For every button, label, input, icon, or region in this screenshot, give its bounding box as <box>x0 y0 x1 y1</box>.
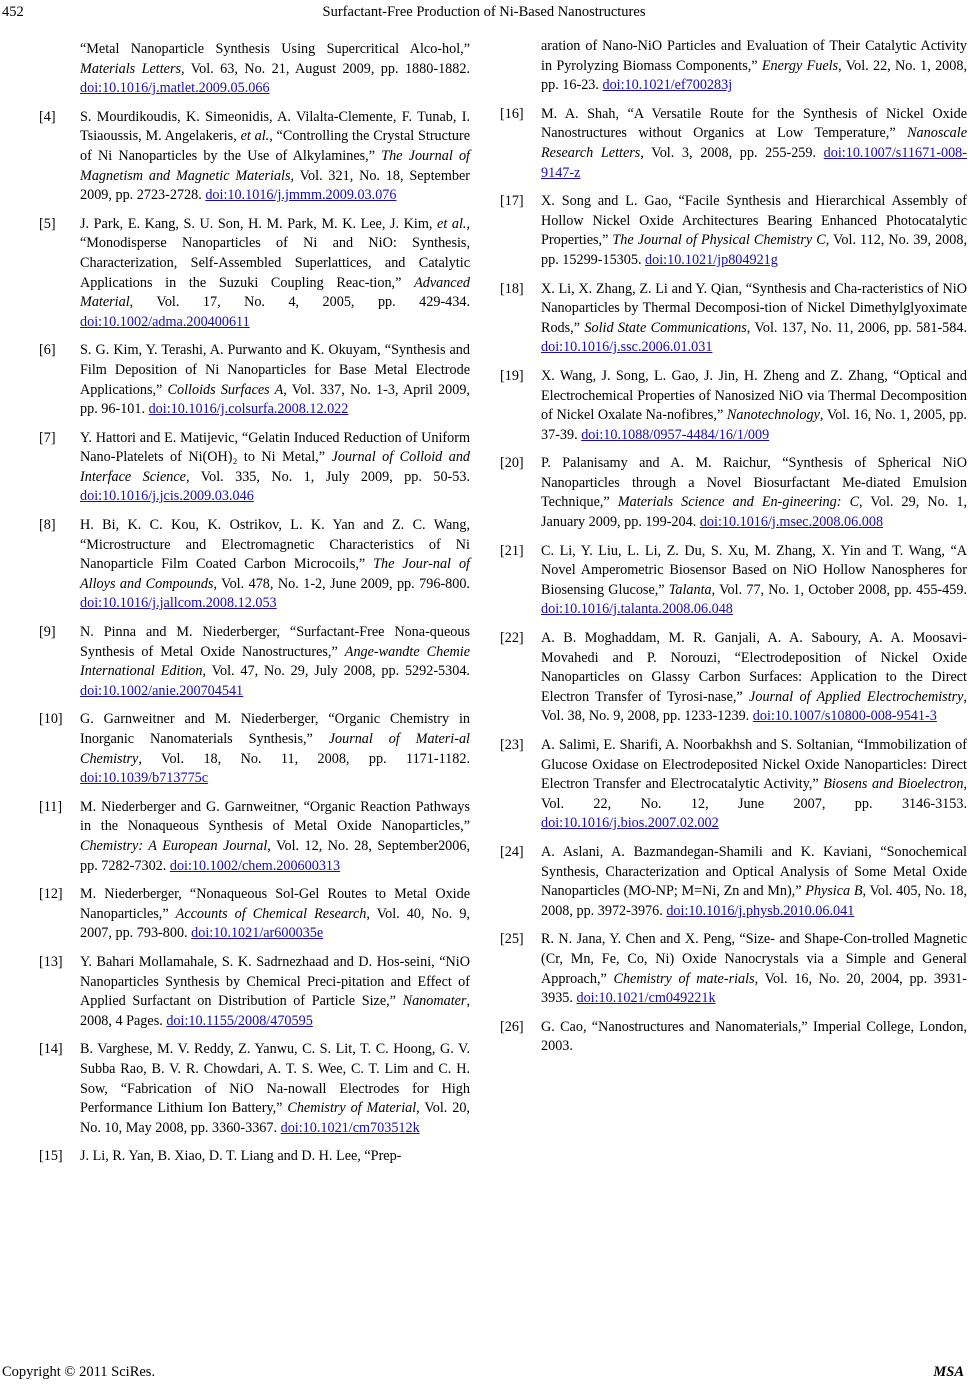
reference-details: , Vol. 12, No. 28, September2006, pp. 7282-7302. <box>80 837 470 874</box>
right-column <box>501 37 967 1066</box>
reference-journal: Chemistry of mate-rials <box>613 970 755 987</box>
reference-doi-link[interactable]: doi:10.1016/j.ssc.2006.01.031 <box>541 339 713 356</box>
reference-doi-link[interactable]: doi:10.1021/cm049221k <box>576 990 716 1007</box>
reference-authors-title: M. A. Shah, “A Versatile Route for the Synthesis of Nickel Oxide Nanostructures without Organics at Low Temperature,” <box>541 105 967 142</box>
reference-journal: Advanced Material <box>80 274 470 311</box>
reference-entry <box>40 798 470 876</box>
reference-journal: Nanomater <box>402 993 467 1010</box>
reference-authors-title: G. Cao, “Nanostructures and Nanomaterials,” Imperial College, London, 2003. <box>541 1018 967 1055</box>
reference-text <box>541 542 967 620</box>
reference-authors-title: N. Pinna and M. Niederberger, “Surfactant-Free Nona-queous Synthesis of Metal Oxide Nanostructures,” <box>80 624 470 660</box>
reference-authors-title: J. Park, E. Kang, S. U. Son, H. M. Park, M. K. Lee, J. Kim, <box>80 215 438 232</box>
reference-authors-title: “Metal Nanoparticle Synthesis Using Supercritical Alco-hol,” <box>80 41 470 57</box>
reference-text <box>541 37 967 96</box>
reference-number: [20] <box>500 455 524 472</box>
reference-doi-link[interactable]: doi:10.1016/j.colsurfa.2008.12.022 <box>148 401 349 418</box>
reference-entry <box>501 37 967 96</box>
reference-entry <box>40 885 470 944</box>
reference-doi-link[interactable]: doi:10.1016/j.jmmm.2009.03.076 <box>205 187 397 204</box>
reference-text <box>541 843 967 921</box>
reference-text <box>541 367 967 445</box>
reference-number: [25] <box>500 931 524 948</box>
reference-doi-link[interactable]: doi:10.1155/2008/470595 <box>166 1012 313 1029</box>
reference-text <box>80 429 470 507</box>
reference-text <box>541 105 967 183</box>
reference-number: [14] <box>39 1041 63 1058</box>
running-title: Surfactant-Free Production of Ni-Based Nanostructures <box>322 4 646 20</box>
reference-doi-link[interactable]: doi:10.1021/ef700283j <box>602 77 733 94</box>
reference-number: [24] <box>500 843 524 860</box>
reference-number: [8] <box>39 517 56 534</box>
reference-text <box>80 885 470 944</box>
reference-title: , “Controlling the Crystal Structure of Ni Nanoparticles by the Use of Alkylamines,” <box>80 128 470 164</box>
reference-number: [17] <box>500 193 524 210</box>
reference-text <box>541 454 967 532</box>
reference-journal: The Journal of Magnetism and Magnetic Materials <box>80 147 470 184</box>
reference-journal: Accounts of Chemical Research <box>175 905 367 922</box>
reference-details: , Vol. 405, No. 18, 2008, pp. 3972-3976. <box>541 883 968 919</box>
reference-journal: Nanoscale Research Letters <box>541 125 967 161</box>
reference-journal: Colloids Surfaces A <box>167 381 284 398</box>
reference-details: , Vol. 18, No. 11, 2008, pp. 1171-1182. <box>138 750 470 767</box>
reference-entry <box>40 1040 470 1138</box>
reference-details: , Vol. 16, No. 1, 2005, pp. 37-39. <box>541 407 967 443</box>
reference-authors-title: S. G. Kim, Y. Terashi, A. Purwanto and K. Okuyam, “Synthesis and Film Deposition of Ni Nanoparticles for Base Metal Electrode Applications,” <box>80 342 470 398</box>
journal-abbreviation: MSA <box>933 1364 964 1380</box>
reference-details: , Vol. 17, No. 4, 2005, pp. 429-434. <box>129 294 470 311</box>
reference-doi-link[interactable]: doi:10.1016/j.jallcom.2008.12.053 <box>80 595 277 612</box>
reference-text <box>80 1040 470 1138</box>
reference-authors-title: Y. Bahari Mollamahale, S. K. Sadrnezhaad and D. Hos-seini, “NiO Nanoparticles Synthesis by Chemical Preci-pitation and Effect of Applied Surfactant on Distribution of Particle Size,” <box>80 953 470 1010</box>
reference-journal: Chemistry of Material <box>287 1100 417 1117</box>
reference-details: , Vol. 40, No. 9, 2007, pp. 793-800. <box>80 905 470 942</box>
reference-journal: Materials Science and En-gineering: C <box>617 494 860 511</box>
reference-doi-link[interactable]: doi:10.1007/s11671-008-9147-z <box>541 144 967 181</box>
reference-text <box>80 623 470 701</box>
reference-entry <box>501 280 967 358</box>
reference-details: , Vol. 478, No. 1-2, June 2009, pp. 796-800. <box>213 575 470 592</box>
reference-entry <box>40 108 470 206</box>
reference-doi-link[interactable]: doi:10.1088/0957-4484/16/1/009 <box>581 426 770 443</box>
reference-details: , Vol. 321, No. 18, September 2009, pp. 2723-2728. <box>80 167 470 204</box>
reference-entry <box>40 341 470 419</box>
reference-entry <box>501 930 967 1008</box>
reference-authors-title: C. Li, Y. Liu, L. Li, Z. Du, S. Xu, M. Zhang, X. Yin and T. Wang, “A Novel Amperometric Biosensor Based on NiO Hollow Nanospheres for Biosensing Glucose,” <box>541 542 967 598</box>
reference-number: [22] <box>500 630 524 647</box>
reference-number: [18] <box>500 280 524 297</box>
reference-number: [9] <box>39 624 56 641</box>
reference-text <box>80 953 470 1031</box>
reference-journal: Materials Letters <box>80 60 182 77</box>
reference-journal: Solid State Communications <box>584 319 747 336</box>
reference-journal: Journal of Applied Electrochemistry <box>749 688 964 705</box>
reference-doi-link[interactable]: doi:10.1002/anie.200704541 <box>80 682 244 699</box>
reference-number: [7] <box>39 429 56 446</box>
reference-doi-link[interactable]: doi:10.1002/chem.200600313 <box>169 857 341 874</box>
reference-authors-title: R. N. Jana, Y. Chen and X. Peng, “Size- and Shape-Con-trolled Magnetic (Cr, Mn, Fe, Co, Ni) Oxide Nanocrystals via a Simple and General Approach,” <box>541 931 967 987</box>
reference-text <box>541 280 967 358</box>
reference-authors-title: A. Salimi, E. Sharifi, A. Noorbakhsh and S. Soltanian, “Immobilization of Glucose Oxidase on Electrodeposited Nickel Oxide Nanoparticles: Direct Electron Transfer and Electrocatalytic Activity,” <box>541 737 967 793</box>
reference-authors-title: S. Mourdikoudis, K. Simeonidis, A. Vilalta-Clemente, F. Tunab, I. Tsiaoussis, M. Angelakeris, <box>80 108 470 145</box>
reference-text <box>541 1018 967 1057</box>
reference-journal: Nanotechnology <box>726 407 820 424</box>
reference-doi-link[interactable]: doi:10.1016/j.msec.2008.06.008 <box>699 514 884 531</box>
page-footer <box>0 1364 968 1384</box>
reference-doi-link[interactable]: doi:10.1002/adma.200400611 <box>80 313 250 330</box>
reference-doi-link[interactable]: doi:10.1016/j.matlet.2009.05.066 <box>80 80 270 97</box>
reference-doi-link[interactable]: doi:10.1021/jp804921g <box>645 251 778 268</box>
reference-doi-link[interactable]: doi:10.1039/b713775c <box>80 770 209 787</box>
reference-authors-title: G. Garnweitner and M. Niederberger, “Organic Chemistry in Inorganic Nanomaterials Synthesis,” <box>80 711 470 747</box>
reference-authors-title: M. Niederberger and G. Garnweitner, “Organic Reaction Pathways in the Nonaqueous Synthesis of Metal Oxide Nanoparticles,” <box>80 798 470 835</box>
reference-details: , Vol. 337, No. 1-3, April 2009, pp. 96-101. <box>80 381 470 418</box>
reference-details: , Vol. 29, No. 1, January 2009, pp. 199-204. <box>541 494 967 531</box>
reference-entry <box>40 623 470 701</box>
reference-text <box>80 1147 470 1167</box>
reference-authors-title: A. Aslani, A. Bazmandegan-Shamili and K. Kaviani, “Sonochemical Synthesis, Characterization and Optical Analysis of Some Metal Oxide Nanoparticles (MO-NP; M=Ni, Zn and Mn),” <box>541 843 967 900</box>
reference-journal: Ange-wandte Chemie International Edition <box>80 643 470 680</box>
reference-number: [4] <box>39 108 56 125</box>
reference-text <box>80 710 470 788</box>
reference-entry <box>40 40 470 99</box>
reference-authors-title: H. Bi, K. C. Kou, K. Ostrikov, L. K. Yan and Z. C. Wang, “Microstructure and Electromagnetic Characteristics of Ni Nanoparticle Film Coated Carbon Microcoils,” <box>80 517 470 573</box>
reference-authors-title: aration of Nano-NiO Particles and Evaluation of Their Catalytic Activity in Pyrolyzing Biomass Components,” <box>541 38 967 74</box>
reference-entry <box>501 192 967 270</box>
reference-journal: The Jour-nal of Alloys and Compounds <box>80 556 470 592</box>
reference-journal: Journal of Materi-al Chemistry <box>80 731 470 767</box>
reference-doi-link[interactable]: doi:10.1021/ar600035e <box>191 925 324 942</box>
reference-number: [11] <box>39 798 63 815</box>
reference-authors-title: P. Palanisamy and A. M. Raichur, “Synthesis of Spherical NiO Nanoparticles through a Novel Biosurfactant Me-diated Emulsion Technique,” <box>541 455 967 511</box>
page-header <box>0 4 968 26</box>
left-column <box>40 40 470 1176</box>
reference-text <box>80 40 470 99</box>
reference-entry <box>501 843 967 921</box>
reference-entry <box>501 1018 967 1057</box>
reference-details: , Vol. 77, No. 1, October 2008, pp. 455-459. <box>711 581 967 598</box>
reference-details: , 2008, 4 Pages. <box>80 993 470 1029</box>
reference-authors-title: A. B. Moghaddam, M. R. Ganjali, A. A. Saboury, A. A. Moosavi-Movahedi and P. Norouzi, “Electrodeposition of Nickel Oxide Nanoparticles on Glassy Carbon Surfaces: Application to the Direct Electron Transfer of Tyrosi-nase,” <box>541 630 967 705</box>
reference-doi-link[interactable]: doi:10.1007/s10800-008-9541-3 <box>752 708 937 725</box>
reference-doi-link[interactable]: doi:10.1016/j.talanta.2008.06.048 <box>541 601 733 618</box>
reference-et-al: et al. <box>437 215 467 232</box>
reference-details: , Vol. 3, 2008, pp. 255-259. <box>640 144 824 161</box>
reference-entry <box>501 629 967 727</box>
reference-details: , Vol. 112, No. 39, 2008, pp. 15299-15305. <box>541 232 967 268</box>
reference-text <box>80 215 470 333</box>
reference-doi-link[interactable]: doi:10.1021/cm703512k <box>280 1119 420 1136</box>
reference-doi-link[interactable]: doi:10.1016/j.physb.2010.06.041 <box>666 902 855 919</box>
reference-journal: Physica B <box>805 883 863 900</box>
reference-entry <box>40 215 470 333</box>
reference-authors-title: M. Niederberger, “Nonaqueous Sol-Gel Routes to Metal Oxide Nanoparticles,” <box>80 886 470 922</box>
reference-details: , Vol. 22, No. 12, June 2007, pp. 3146-3153. <box>541 776 967 812</box>
reference-text <box>541 736 967 834</box>
reference-et-al: et al. <box>240 128 270 145</box>
reference-number: [10] <box>39 711 63 728</box>
reference-journal: Energy Fuels <box>761 57 839 74</box>
reference-number: [19] <box>500 367 524 384</box>
reference-doi-link[interactable]: doi:10.1016/j.bios.2007.02.002 <box>541 815 719 832</box>
reference-details: , Vol. 63, No. 21, August 2009, pp. 1880-1882. <box>181 60 470 77</box>
reference-authors-title: X. Li, X. Zhang, Z. Li and Y. Qian, “Synthesis and Cha-racteristics of NiO Nanoparticles by Thermal Decomposi-tion of Nickel Dimethylglyoximate Rods,” <box>541 280 967 336</box>
page-number: 452 <box>2 4 24 20</box>
reference-number: [6] <box>39 342 56 359</box>
reference-details: , Vol. 335, No. 1, July 2009, pp. 50-53. <box>185 468 470 485</box>
reference-entry <box>501 736 967 834</box>
reference-text <box>80 341 470 419</box>
reference-text <box>541 629 967 727</box>
reference-journal: Journal of Colloid and Interface Science <box>80 449 471 485</box>
reference-journal: The Journal of Physical Chemistry C <box>612 232 826 249</box>
reference-details: , Vol. 16, No. 20, 2004, pp. 3931-3935. <box>541 970 967 1007</box>
reference-entry <box>501 105 967 183</box>
reference-text <box>80 516 470 614</box>
reference-text <box>541 930 967 1008</box>
reference-entry <box>40 516 470 614</box>
reference-text <box>80 798 470 876</box>
reference-number: [21] <box>500 542 524 559</box>
reference-entry <box>40 710 470 788</box>
reference-number: [26] <box>500 1018 524 1035</box>
reference-number: [16] <box>500 105 524 122</box>
reference-number: [23] <box>500 737 524 753</box>
reference-journal: Biosens and Bioelectron <box>823 776 964 793</box>
reference-authors-title: X. Wang, J. Song, L. Gao, J. Jin, H. Zheng and Z. Zhang, “Optical and Electrochemical Properties of Nanosized NiO via Thermal Decomposition of Nickel Oxalate Na-nofibres,” <box>541 367 967 424</box>
reference-doi-link[interactable]: doi:10.1016/j.jcis.2009.03.046 <box>80 488 254 505</box>
reference-details: , Vol. 38, No. 9, 2008, pp. 1233-1239. <box>541 688 967 725</box>
reference-text <box>80 108 470 206</box>
reference-number: [5] <box>39 215 56 232</box>
reference-details: , Vol. 137, No. 11, 2006, pp. 581-584. <box>746 319 968 336</box>
reference-title: , “Monodisperse Nanoparticles of Ni and NiO: Synthesis, Characterization, Self-Assembled Superlattices, and Catalytic Applications in the Suzuki Coupling Reac-tion,” <box>80 215 470 291</box>
reference-entry <box>501 367 967 445</box>
reference-authors-title: B. Varghese, M. V. Reddy, Z. Yanwu, C. S. Lit, T. C. Hoong, G. V. Subba Rao, B. V. R. Chowdari, A. T. S. Wee, C. T. Lim and C. H. Sow, “Fabrication of NiO Na-nowall Electrodes for High Performance Lithium Ion Battery,” <box>80 1041 470 1117</box>
reference-number: [13] <box>39 953 63 970</box>
reference-details: , Vol. 20, No. 10, May 2008, pp. 3360-3367. <box>80 1100 470 1136</box>
reference-journal: Chemistry: A European Journal <box>80 837 268 854</box>
reference-text <box>541 192 967 270</box>
reference-entry <box>501 454 967 532</box>
copyright-notice: Copyright © 2011 SciRes. <box>2 1364 156 1380</box>
reference-entry <box>40 1147 470 1167</box>
reference-entry <box>40 953 470 1031</box>
reference-entry <box>40 429 470 507</box>
reference-authors-title: X. Song and L. Gao, “Facile Synthesis and Hierarchical Assembly of Hollow Nickel Oxide Architectures Bearing Enhanced Photocatalytic Properties,” <box>541 193 967 249</box>
reference-details: , Vol. 47, No. 29, July 2008, pp. 5292-5304. <box>202 663 470 680</box>
reference-details: , Vol. 22, No. 1, 2008, pp. 16-23. <box>541 57 967 94</box>
reference-number: [15] <box>39 1148 63 1165</box>
reference-authors-title: J. Li, R. Yan, B. Xiao, D. T. Liang and D. H. Lee, “Prep- <box>80 1148 402 1165</box>
reference-entry <box>501 542 967 620</box>
reference-number: [12] <box>39 886 63 903</box>
reference-journal: Talanta <box>668 581 712 598</box>
reference-authors-title: Y. Hattori and E. Matijevic, “Gelatin Induced Reduction of Uniform Nano-Platelets of Ni(OH)₂ to Ni Metal,” <box>80 429 470 466</box>
